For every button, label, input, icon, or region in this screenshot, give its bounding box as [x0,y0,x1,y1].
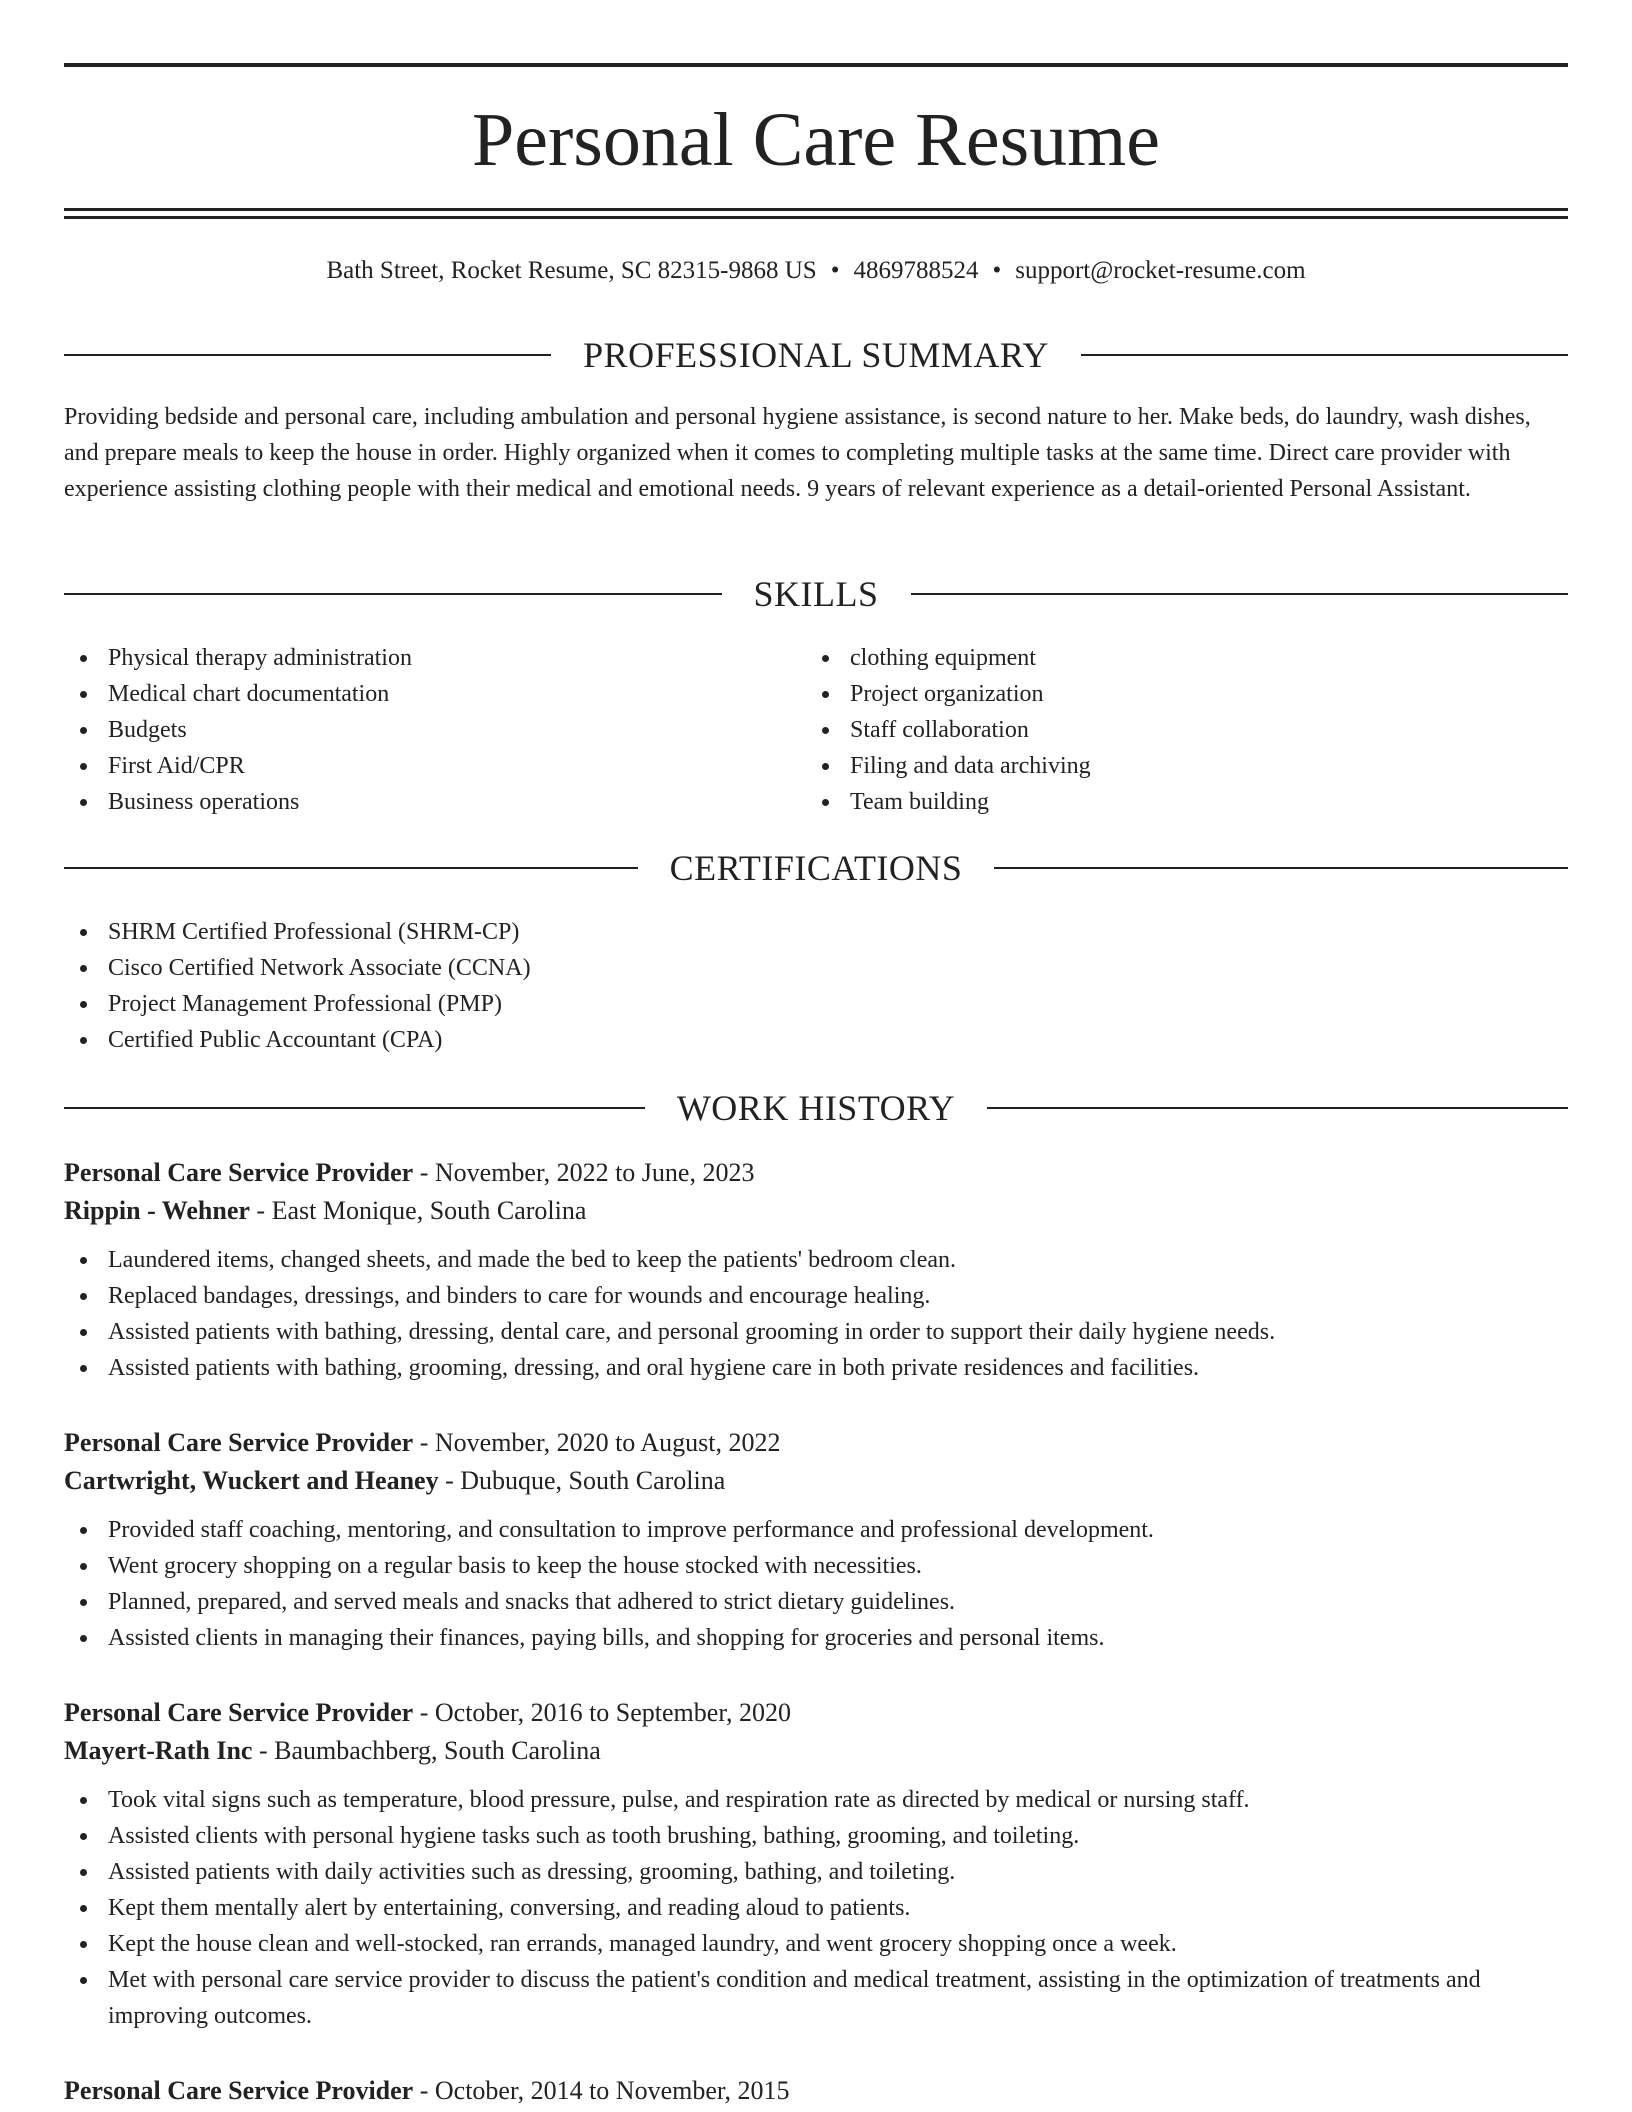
job-bullet: Laundered items, changed sheets, and made the bed to keep the patients' bedroom clean. [64,1242,1568,1278]
skill-item: Medical chart documentation [64,676,764,712]
heading-rule [64,867,638,869]
job-title: Personal Care Service Provider [64,2076,414,2105]
job-company-line [64,1192,1568,1230]
job-dates: - October, 2016 to September, 2020 [413,1698,791,1727]
heading-rule [64,354,551,356]
contact-email: support@rocket-resume.com [1015,257,1306,284]
job-bullet: Went grocery shopping on a regular basis to keep the house stocked with necessities. [64,1548,1568,1584]
job-bullet: Provided staff coaching, mentoring, and consultation to improve performance and professional development. [64,1512,1568,1548]
job-dates: - November, 2022 to June, 2023 [413,1158,755,1187]
skill-item: First Aid/CPR [64,748,764,784]
job-bullet: Assisted clients with personal hygiene tasks such as tooth brushing, bathing, grooming, and toileting. [64,1818,1568,1854]
skill-item: clothing equipment [806,640,1506,676]
job-title-line [64,1694,1568,1732]
heading-rule [994,867,1568,869]
job-bullet: Assisted patients with bathing, dressing, dental care, and personal grooming in order to support their daily hygiene needs. [64,1314,1568,1350]
section-heading-work-history [64,1086,1568,1130]
certifications-list [64,914,1568,1058]
job-bullet: Met with personal care service provider to discuss the patient's condition and medical treatment, assisting in the optimization of treatments and improving outcomes. [64,1962,1568,2034]
job-entry [64,1154,1568,1386]
job-title-line [64,2072,1568,2110]
job-bullet: Assisted clients in managing their finances, paying bills, and shopping for groceries and personal items. [64,1620,1568,1656]
heading-rule [911,593,1569,595]
heading-rule [64,593,722,595]
certification-item: Project Management Professional (PMP) [64,986,1568,1022]
job-company: Cartwright, Wuckert and Heaney [64,1466,439,1495]
section-title: PROFESSIONAL SUMMARY [583,335,1049,375]
section-title: SKILLS [753,574,879,614]
job-title-line [64,1154,1568,1192]
contact-address: Bath Street, Rocket Resume, SC 82315-9868 US [326,257,817,284]
job-company: Mayert-Rath Inc [64,1736,253,1765]
section-title: CERTIFICATIONS [669,848,963,888]
heading-rule [987,1107,1568,1109]
skill-item: Project organization [806,676,1506,712]
job-dates: - November, 2020 to August, 2022 [413,1428,781,1457]
job-location: - East Monique, South Carolina [249,1196,587,1225]
job-dates: - October, 2014 to November, 2015 [413,2076,790,2105]
contact-line [64,254,1568,288]
contact-phone: 4869788524 [853,257,979,284]
section-heading-certifications [64,846,1568,890]
skill-item: Physical therapy administration [64,640,764,676]
heading-rule [64,1107,645,1109]
job-bullet: Assisted patients with bathing, grooming, dressing, and oral hygiene care in both private residences and facilities. [64,1350,1568,1386]
job-bullet: Kept the house clean and well-stocked, ran errands, managed laundry, and went grocery shopping once a week. [64,1926,1568,1962]
job-title: Personal Care Service Provider [64,1158,414,1187]
job-bullet: Kept them mentally alert by entertaining, conversing, and reading aloud to patients. [64,1890,1568,1926]
section-heading-summary [64,333,1568,377]
summary-paragraph: Providing bedside and personal care, including ambulation and personal hygiene assistance, is second nature to her. Make beds, do laundry, wash dishes, and prepare meals to keep the house in order. Highly organized when it comes to completing multiple tasks at the same time. Direct care provider with experience assisting clothing people with their medical and emotional needs. 9 years of relevant experience as a detail-oriented Personal Assistant. [64,404,1531,502]
job-title: Personal Care Service Provider [64,1428,414,1457]
job-bullet: Planned, prepared, and served meals and snacks that adhered to strict dietary guidelines. [64,1584,1568,1620]
skill-item: Budgets [64,712,764,748]
section-heading-skills [64,572,1568,616]
job-location: - Dubuque, South Carolina [438,1466,726,1495]
certification-item: SHRM Certified Professional (SHRM-CP) [64,914,1568,950]
section-title: WORK HISTORY [676,1088,956,1128]
job-entry [64,1694,1568,2034]
skill-item: Team building [806,784,1506,820]
job-bullet: Replaced bandages, dressings, and binders to care for wounds and encourage healing. [64,1278,1568,1314]
skill-item: Business operations [64,784,764,820]
job-title-line [64,1424,1568,1462]
job-location: - Baumbachberg, South Carolina [252,1736,601,1765]
skills-column-right [806,640,1506,820]
job-entry [64,2072,1568,2110]
skill-item: Staff collaboration [806,712,1506,748]
job-bullet: Assisted patients with daily activities such as dressing, grooming, bathing, and toileting. [64,1854,1568,1890]
title-rule-upper [64,208,1568,211]
contact-separator: • [830,257,840,284]
contact-separator: • [992,257,1002,284]
job-company: Rippin - Wehner [64,1196,250,1225]
skill-item: Filing and data archiving [806,748,1506,784]
certification-item: Certified Public Accountant (CPA) [64,1022,1568,1058]
heading-rule [1081,354,1568,356]
title-rule-lower [64,216,1568,219]
certification-item: Cisco Certified Network Associate (CCNA) [64,950,1568,986]
skills-column-left [64,640,764,820]
job-entry [64,1424,1568,1656]
job-bullet: Took vital signs such as temperature, blood pressure, pulse, and respiration rate as directed by medical or nursing staff. [64,1782,1568,1818]
job-title: Personal Care Service Provider [64,1698,414,1727]
resume-title: Personal Care Resume [471,98,1161,182]
job-company-line [64,1732,1568,1770]
job-company-line [64,1462,1568,1500]
top-rule [64,63,1568,67]
